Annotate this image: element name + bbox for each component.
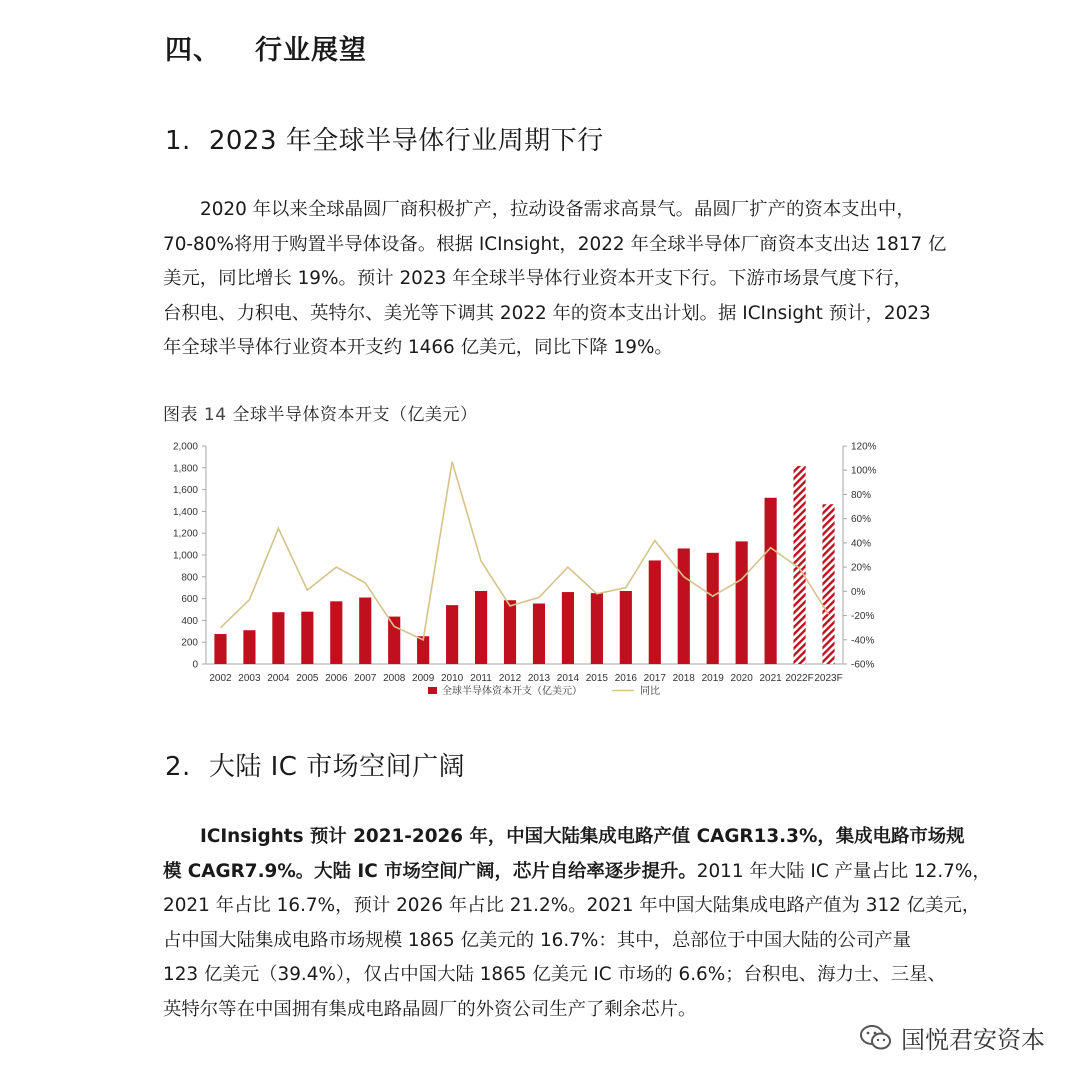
capex-bar <box>243 630 255 664</box>
paragraph-2-text: 2011 年大陆 IC 产量占比 12.7%， <box>696 860 991 882</box>
x-tick-label: 2011 <box>470 673 492 684</box>
subheading-2-title: 大陆 IC 市场空间广阔 <box>208 752 466 782</box>
x-tick-label: 2019 <box>701 673 724 684</box>
paragraph-2-line: ICInsights 预计 2021-2026 年，中国大陆集成电路产值 CAGR13.3%，集成电路市场规 <box>200 826 965 847</box>
paragraph-1-line: 70-80%将用于购置半导体设备。根据 ICInsight，2022 年全球半导体厂商资本支出达 1817 亿 <box>163 233 947 255</box>
x-tick-label: 2007 <box>354 673 377 684</box>
capex-bar <box>736 541 748 664</box>
left-tick-label: 1,800 <box>172 463 198 475</box>
subheading-1-number: 1. <box>165 126 191 156</box>
capex-bar <box>707 553 719 664</box>
capex-bar <box>475 591 487 664</box>
x-tick-label: 2015 <box>585 673 609 684</box>
x-tick-label: 2021 <box>759 673 782 684</box>
capex-bar <box>214 634 226 664</box>
capex-bar <box>678 548 690 664</box>
watermark <box>859 1020 1045 1055</box>
x-tick-label: 2022F <box>785 673 814 684</box>
paragraph-1-line: 台积电、力积电、英特尔、美光等下调其 2022 年的资本支出计划。据 ICInsight 预计，2023 <box>163 302 931 324</box>
paragraph-2-line: 占中国大陆集成电路市场规模 1865 亿美元的 16.7%：其中，总部位于中国大陆的公司产量 <box>163 929 912 951</box>
capex-chart <box>160 432 920 712</box>
paragraph-2-bold-text: 模 CAGR7.9%。大陆 IC 市场空间广阔，芯片自给率逐步提升。 <box>163 860 697 882</box>
paragraph-2-line: 2021 年占比 16.7%，预计 2026 年占比 21.2%。2021 年中国大陆集成电路产值为 312 亿美元， <box>163 895 981 916</box>
x-tick-label: 2014 <box>556 673 580 684</box>
subheading-1-title: 2023 年全球半导体行业周期下行 <box>208 126 604 156</box>
x-tick-label: 2017 <box>643 673 666 684</box>
left-tick-label: 1,000 <box>172 550 198 562</box>
legend-bar-label: 全球半导体资本开支（亿美元） <box>442 686 582 697</box>
capex-bar <box>620 591 632 664</box>
paragraph-1-line: 年全球半导体行业资本开支约 1466 亿美元，同比下降 19%。 <box>163 337 673 358</box>
left-tick-label: 0 <box>192 659 198 671</box>
subheading-2-number: 2. <box>165 752 191 782</box>
subheading-2 <box>165 746 465 783</box>
x-tick-label: 2003 <box>238 673 261 684</box>
capex-bar <box>388 617 400 664</box>
x-tick-label: 2020 <box>730 673 753 684</box>
right-tick-label: 20% <box>851 562 872 574</box>
capex-bar <box>649 560 661 664</box>
left-tick-label: 2,000 <box>172 441 198 453</box>
x-tick-label: 2009 <box>412 673 435 684</box>
legend-line-label: 同比 <box>640 686 660 697</box>
paragraph-2-line: 英特尔等在中国拥有集成电路晶圆厂的外资公司生产了剩余芯片。 <box>163 998 697 1020</box>
capex-bar <box>359 598 371 664</box>
x-tick-label: 2006 <box>325 673 348 684</box>
x-tick-label: 2005 <box>296 673 319 684</box>
x-tick-label: 2012 <box>498 673 522 684</box>
subheading-1 <box>165 120 604 157</box>
right-tick-label: -20% <box>851 611 875 623</box>
right-tick-label: 0% <box>851 586 866 598</box>
left-tick-label: 1,400 <box>172 506 198 518</box>
x-tick-label: 2013 <box>527 673 551 684</box>
right-tick-label: 100% <box>851 465 877 477</box>
capex-bar <box>533 604 545 664</box>
left-tick-label: 600 <box>181 594 198 606</box>
x-tick-label: 2008 <box>383 673 406 684</box>
capex-bar <box>765 498 777 664</box>
figure-title: 全球半导体资本开支（亿美元） <box>232 405 478 425</box>
x-tick-label: 2018 <box>672 673 695 684</box>
capex-bar <box>330 601 342 664</box>
x-tick-label: 2016 <box>614 673 637 684</box>
watermark-text: 国悦君安资本 <box>901 1026 1045 1054</box>
figure-caption <box>163 400 477 425</box>
x-tick-label: 2010 <box>440 673 464 684</box>
paragraph-1-line: 2020 年以来全球晶圆厂商积极扩产，拉动设备需求高景气。晶圆厂扩产的资本支出中， <box>200 199 915 220</box>
paragraph-1 <box>163 193 947 366</box>
paragraph-1-line: 美元，同比增长 19%。预计 2023 年全球半导体行业资本开支下行。下游市场景气度下行， <box>163 268 912 289</box>
right-tick-label: 40% <box>851 538 872 550</box>
x-tick-label: 2002 <box>209 673 232 684</box>
x-tick-label: 2023F <box>814 673 843 684</box>
capex-bar <box>301 612 313 664</box>
wechat-icon <box>859 1023 893 1053</box>
figure-label: 图表 <box>163 405 198 425</box>
figure-number: 14 <box>203 405 227 425</box>
left-tick-label: 200 <box>181 637 198 649</box>
left-tick-label: 800 <box>181 572 198 584</box>
capex-bar <box>822 504 834 664</box>
left-tick-label: 1,200 <box>172 528 198 540</box>
paragraph-2-line: 123 亿美元（39.4%），仅占中国大陆 1865 亿美元 IC 市场的 6.6%；台积电、海力士、三星、 <box>163 964 946 985</box>
left-tick-label: 400 <box>181 615 198 627</box>
right-tick-label: -60% <box>851 659 875 671</box>
capex-bar <box>504 600 516 664</box>
right-tick-label: 120% <box>851 441 877 453</box>
left-tick-label: 1,600 <box>172 485 198 497</box>
capex-bar <box>446 605 458 664</box>
paragraph-2-line <box>163 855 991 890</box>
right-tick-label: 80% <box>851 489 872 501</box>
capex-bar <box>562 592 574 664</box>
section-number: 四、 <box>165 35 221 66</box>
section-title: 行业展望 <box>255 35 367 66</box>
section-heading <box>165 28 367 67</box>
legend-bar-swatch <box>428 687 437 694</box>
right-tick-label: 60% <box>851 514 872 526</box>
x-tick-label: 2004 <box>267 673 290 684</box>
capex-bar <box>591 593 603 664</box>
paragraph-2 <box>163 820 991 1027</box>
right-tick-label: -40% <box>851 635 875 647</box>
capex-bar <box>272 612 284 664</box>
